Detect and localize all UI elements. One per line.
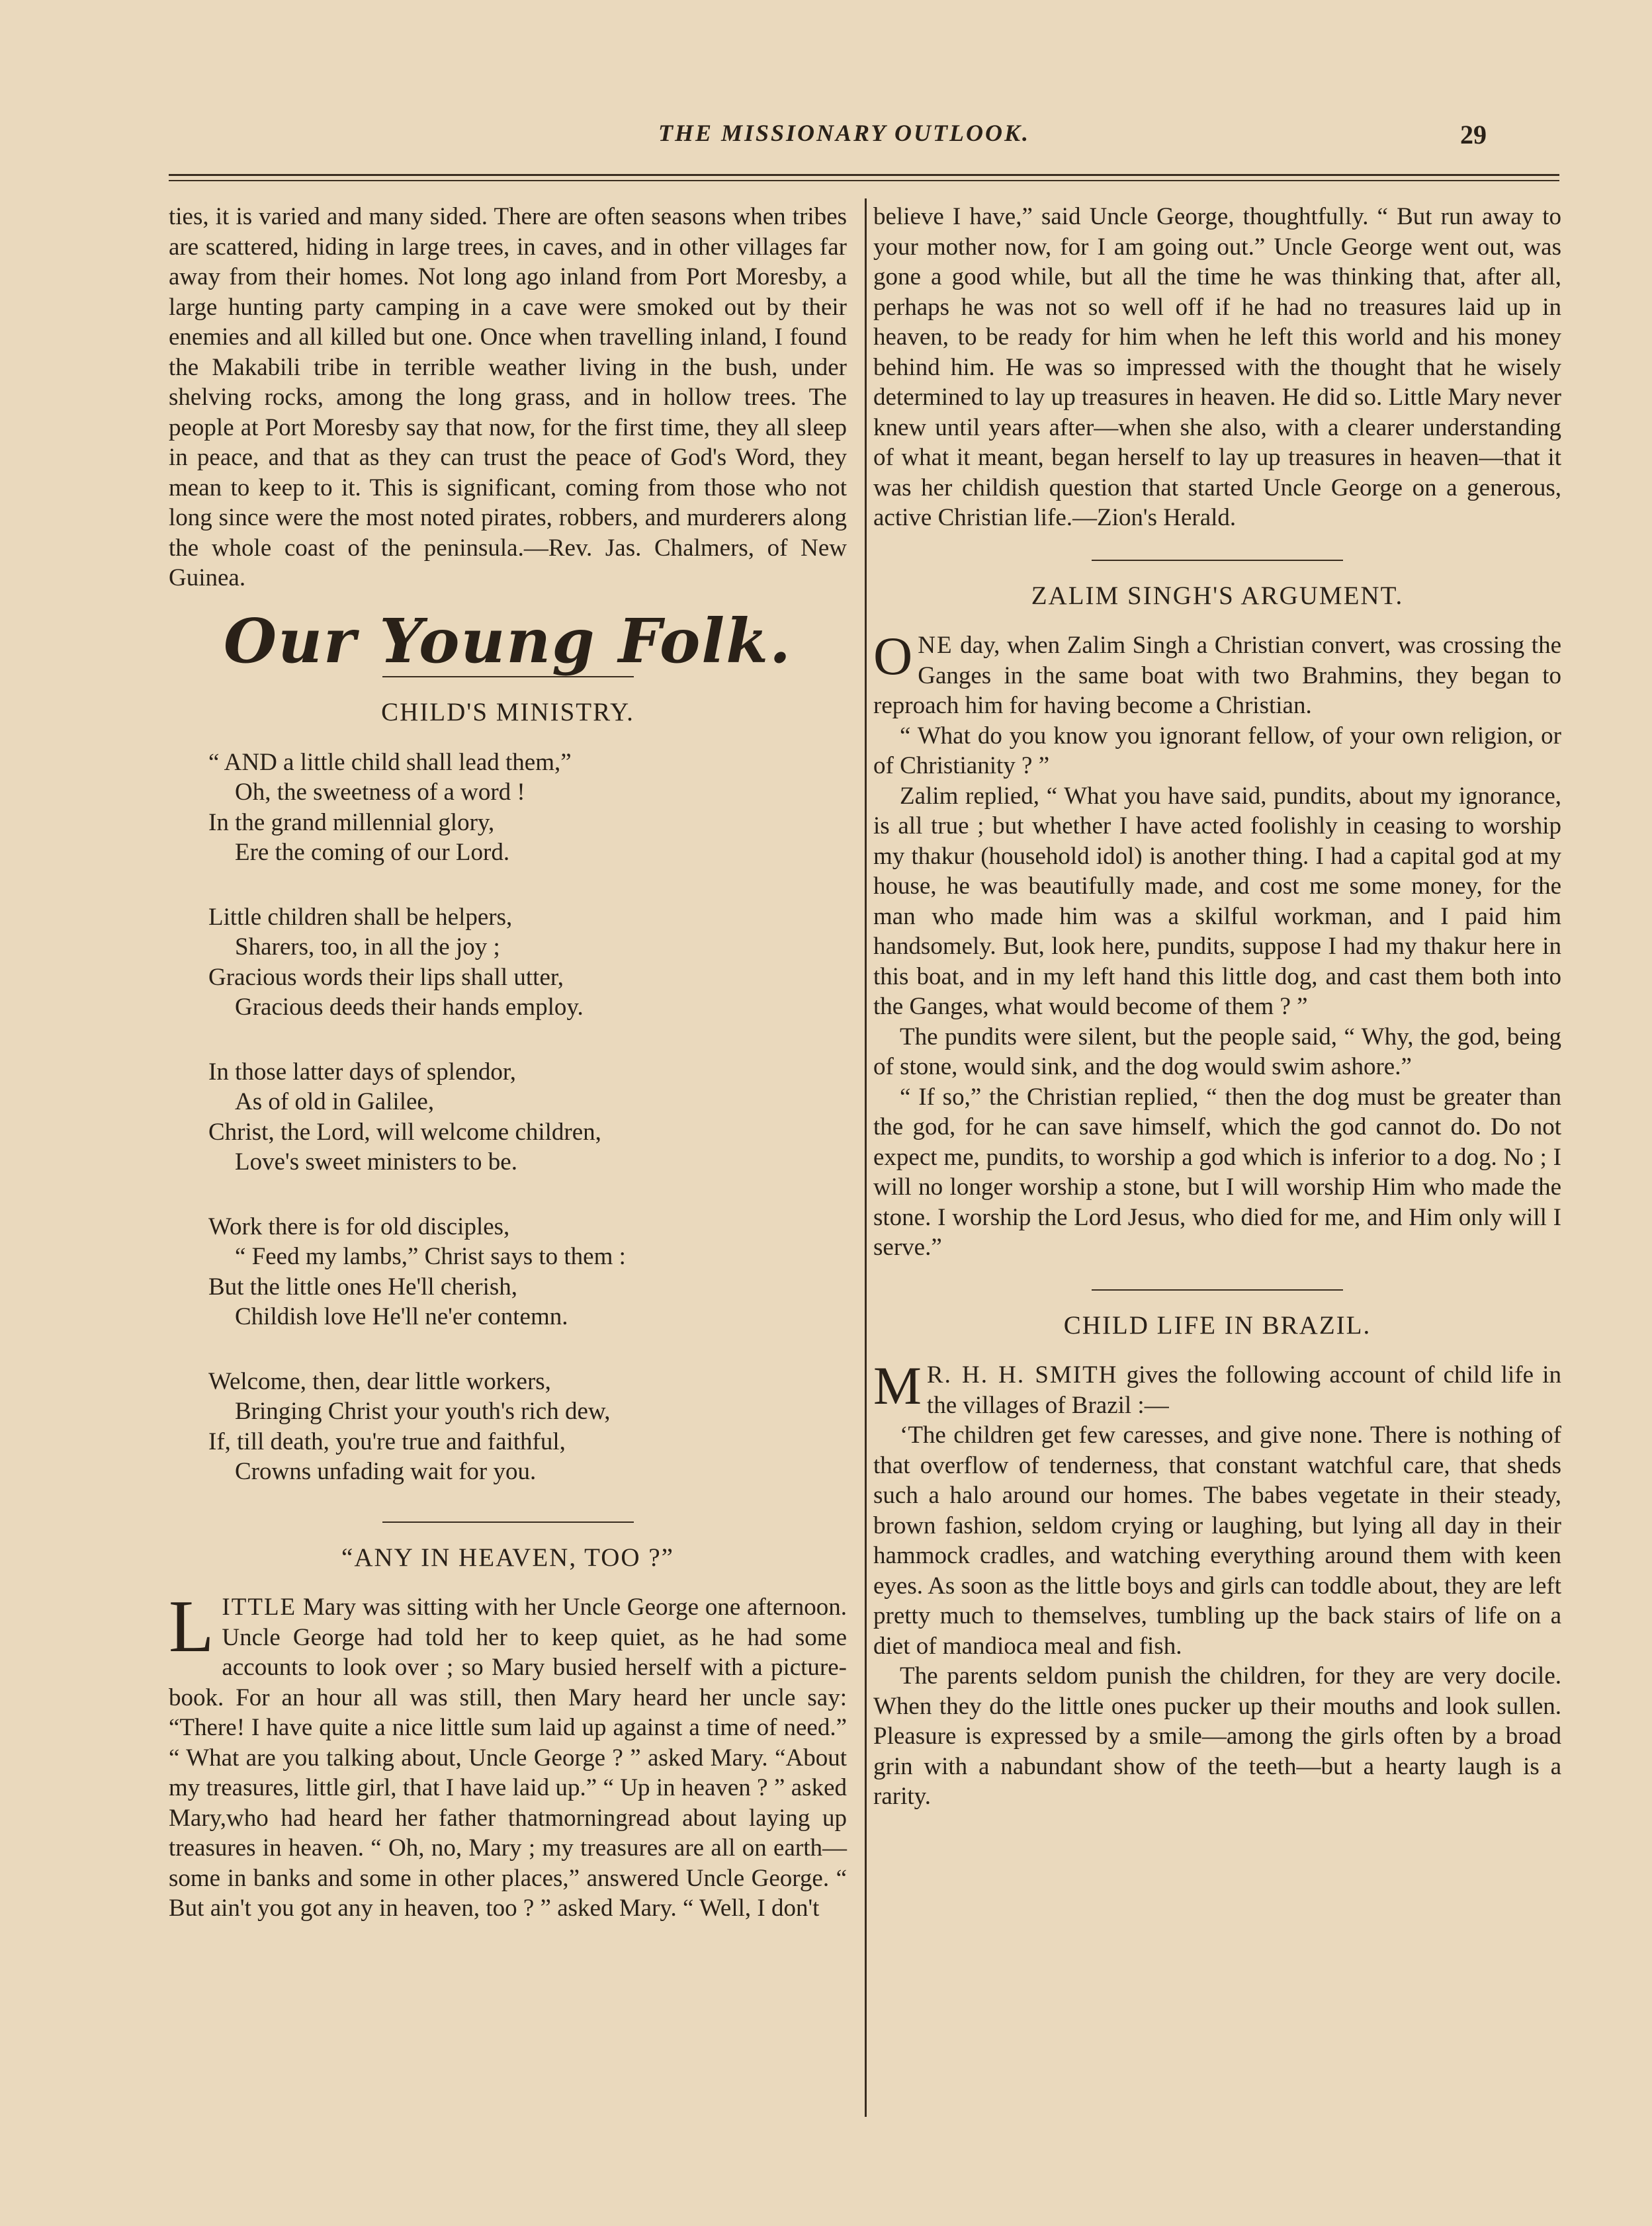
- poem-line: In the grand millennial glory,: [208, 808, 495, 836]
- brazil-paragraph: The parents seldom punish the children, for they are very docile. When they do the little ones pucker up their mouths and look sullen. Pleasure is expressed by a smile—among the girls often by a broad grin with a nabundant show of the teeth—but a hearty laugh is a rarity.: [873, 1662, 1561, 1810]
- section-title: Our Young Folk.: [223, 605, 793, 677]
- poem-line: In those latter days of splendor,: [208, 1058, 517, 1086]
- story-body: Mary was sitting with her Uncle George one afternoon. Uncle George had told her to keep quiet, as he had some accounts to look over ; so Mary busied herself with a picture-book. For an hour all was still, then Mary heard her uncle say: “There! I have quite a nice little sum laid up against a time of need.” “ What are you talking about, Uncle George ? ” asked Mary. “About my treasures, little girl, that I have laid up.” “ Up in heaven ? ” asked Mary,who had heard her father thatmorningread about laying up treasures in heaven. “ Oh, no, Mary ; my treasures are all on earth—some in banks and some in other places,” answered Uncle George. “ But ain't you got any in heaven, too ? ” asked Mary. “ Well, I don't: [169, 1594, 847, 1922]
- poem-line: “ AND a little child shall lead them,”: [208, 748, 572, 776]
- column-divider: [865, 198, 867, 2117]
- poem-line: Christ, the Lord, will welcome children,: [208, 1118, 601, 1146]
- poem-stanza: [169, 902, 847, 1023]
- zalim-dropcap: O: [873, 626, 913, 686]
- continuation-paragraph: ties, it is varied and many sided. There are often seasons when tribes are scattered, hiding in large trees, in caves, and in other villages far away from their homes. Not long ago inland from Port Moresby, a large hunting party camping in a cave were smoked out by their enemies and all killed but one. Once when travelling inland, I found the Makabili tribe in terrible weather living in the bush, under shelving rocks, among the long grass, and in hollow trees. The people at Port Moresby say that now, for the first time, they all sleep in peace, and that as they can trust the peace of God's Word, they mean to keep to it. This is significant, coming from those who not long since were the most noted pirates, robbers, and murderers along the whole coast of the peninsula.—Rev. Jas. Chalmers, of New Guinea.: [169, 203, 847, 591]
- story-title: “ANY IN HEAVEN, TOO ?”: [341, 1543, 674, 1572]
- brazil-dropcap: M: [873, 1355, 922, 1416]
- brazil-text: [873, 1355, 1562, 1812]
- zalim-paragraph: day, when Zalim Singh a Christian convert, was crossing the Ganges in the same boat with two Brahmins, they began to reproach him for having become a Christian.: [873, 632, 1562, 719]
- story-text: [169, 1586, 847, 1924]
- poem-line: Little children shall be helpers,: [208, 903, 513, 931]
- zalim-paragraph: Zalim replied, “ What you have said, pundits, about my ignorance, is all true ; but whether I have acted foolishly in ceasing to worship my thakur (household idol) is another thing. I had a capital god at my house, he was beautifully made, and cost me some money, for the man who made him was a skilful workman, and I paid him handsomely. But, look here, pundits, suppose I had my thakur here in this boat, and in my left hand this little dog, and cast them both into the Ganges, what would become of them ? ”: [873, 782, 1561, 1020]
- brazil-title: CHILD LIFE IN BRAZIL.: [1063, 1310, 1371, 1340]
- poem-line: Love's sweet ministers to be.: [235, 1148, 517, 1176]
- poem-stanza: [169, 1212, 847, 1332]
- story-lead: ITTLE: [222, 1594, 297, 1621]
- story-continuation: believe I have,” said Uncle George, thoughtfully. “ But run away to your mother now, for I am going out.” Uncle George went out, was gone a good while, but all the time he was thinking that, after all, perhaps he was not so well off if he had no treasures laid up in heaven, to be ready for him when he left this world and his money behind him. He was so impressed with the thought that he wisely determined to lay up treasures in heaven. He did so. Little Mary never knew until years after—when she also, with a clearer understanding of what it meant, began herself to lay up treasures in heaven—that it was her childish question that started Uncle George on a generous, active Christian life.—Zion's Herald.: [873, 203, 1561, 531]
- poem-line: If, till death, you're true and faithful,: [208, 1428, 566, 1455]
- poem-line: Welcome, then, dear little workers,: [208, 1367, 551, 1395]
- story-dropcap: L: [169, 1586, 214, 1668]
- brazil-paragraph: ‘The children get few caresses, and give none. There is nothing of that overflow of tenderness, that constant watchful care, that sheds such a halo around our homes. The babes vegetate in their steady, brown fashion, seldom crying or laughing, but lying all day in their hammock cradles, and watching everything around them with keen eyes. As soon as the little boys and girls can toddle about, they are left pretty much to themselves, tumbling up the back stairs of life on a diet of mandioca meal and fish.: [873, 1422, 1561, 1660]
- left-column: [169, 202, 847, 1924]
- page-number: 29: [1460, 120, 1487, 150]
- poem-stanza: [169, 748, 847, 868]
- poem-line: Work there is for old disciples,: [208, 1213, 510, 1240]
- poem-line: Bringing Christ your youth's rich dew,: [235, 1398, 611, 1425]
- brazil-lead: R. H. H. SMITH: [926, 1361, 1118, 1389]
- story-rule: [382, 1521, 634, 1523]
- zalim-paragraph: “ What do you know you ignorant fellow, of your own religion, or of Christianity ? ”: [873, 722, 1561, 779]
- poem-line: Crowns unfading wait for you.: [235, 1458, 537, 1485]
- poem-line: Gracious deeds their hands employ.: [235, 994, 584, 1021]
- poem: [169, 748, 847, 1487]
- zalim-paragraph: The pundits were silent, but the people said, “ Why, the god, being of stone, would sink, and the dog would swim ashore.”: [873, 1023, 1561, 1080]
- poem-line: Sharers, too, in all the joy ;: [235, 933, 500, 961]
- poem-line: Gracious words their lips shall utter,: [208, 963, 564, 991]
- zalim-rule: [1092, 560, 1343, 561]
- brazil-rule: [1092, 1289, 1343, 1291]
- poem-line: Childish love He'll ne'er contemn.: [235, 1303, 568, 1330]
- poem-line: As of old in Galilee,: [235, 1088, 435, 1115]
- right-column: [873, 202, 1561, 1812]
- header-rule: [169, 174, 1559, 181]
- zalim-text: [873, 626, 1562, 1263]
- running-title: THE MISSIONARY OUTLOOK.: [658, 120, 1031, 146]
- brazil-paragraph: gives the following account of child life in the villages of Brazil :—: [926, 1361, 1562, 1419]
- poem-line: Oh, the sweetness of a word !: [235, 779, 525, 806]
- poem-stanza: [169, 1367, 847, 1487]
- poem-title: CHILD'S MINISTRY.: [381, 698, 634, 726]
- poem-line: “ Feed my lambs,” Christ says to them :: [235, 1243, 626, 1270]
- poem-stanza: [169, 1057, 847, 1177]
- poem-line: Ere the coming of our Lord.: [235, 839, 510, 866]
- zalim-title: ZALIM SINGH'S ARGUMENT.: [1031, 581, 1404, 610]
- zalim-paragraph: “ If so,” the Christian replied, “ then the dog must be greater than the god, for he can save himself, which the god cannot do. Do not expect me, pundits, to worship a god which is inferior to a dog. No ; I will no longer worship a stone, but I will worship Him who made the stone. I worship the Lord Jesus, who died for me, and Him only will I serve.”: [873, 1083, 1561, 1261]
- page-header: [169, 119, 1520, 159]
- zalim-lead: NE: [918, 632, 953, 659]
- poem-line: But the little ones He'll cherish,: [208, 1273, 518, 1301]
